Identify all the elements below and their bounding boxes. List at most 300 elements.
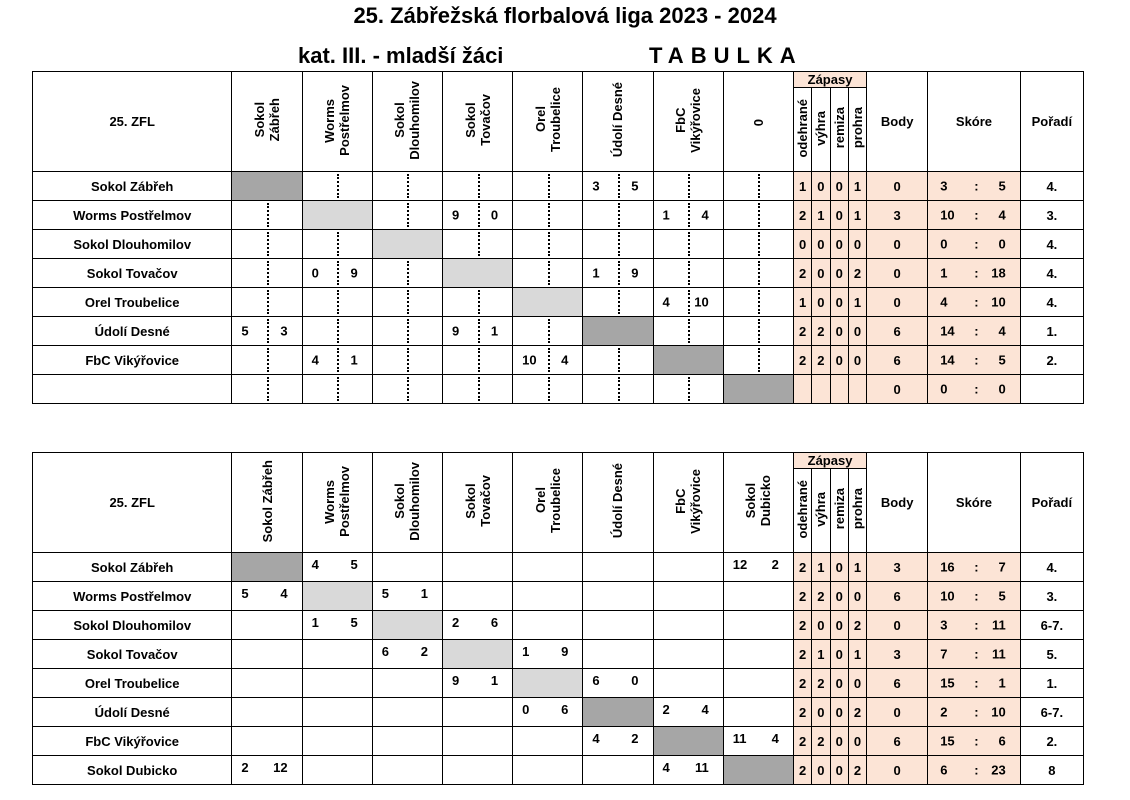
won-value: 2 [812, 582, 830, 611]
score-against: 5 [998, 352, 1006, 368]
score-separator [758, 290, 760, 314]
match-cell [302, 230, 372, 259]
draw-value: 0 [830, 640, 848, 669]
score-separator [478, 174, 480, 198]
rank-value: 6-7. [1020, 698, 1083, 727]
diagonal-cell [723, 756, 793, 785]
score-value [928, 698, 1021, 727]
away-goals: 2 [420, 644, 428, 659]
score-for: 6 [940, 762, 948, 778]
score-against: 1 [998, 675, 1006, 691]
played-header: odehrané [793, 88, 811, 172]
home-goals: 5 [381, 586, 390, 601]
away-goals: 3 [280, 323, 288, 339]
home-goals: 9 [451, 673, 460, 688]
match-cell [372, 317, 442, 346]
score-separator [758, 174, 760, 198]
home-goals: 3 [592, 178, 600, 194]
rank-value: 3. [1020, 201, 1083, 230]
away-goals: 0 [490, 207, 499, 223]
match-cell [513, 230, 583, 259]
score-colon: : [974, 207, 979, 223]
home-goals: 0 [522, 702, 530, 717]
played-value: 2 [793, 669, 811, 698]
match-cell [513, 727, 583, 756]
zapasy-header: Zápasy [793, 453, 866, 469]
draw-header: remiza [830, 469, 848, 553]
column-header-team: Orel Troubelice [513, 453, 583, 553]
rank-value: 2. [1020, 346, 1083, 375]
score-separator [407, 174, 409, 198]
category-subtitle: kat. III. - mladší žáci [298, 43, 504, 68]
won-value: 1 [812, 201, 830, 230]
diagonal-cell [513, 288, 583, 317]
played-value: 2 [793, 727, 811, 756]
score-separator [337, 174, 339, 198]
match-cell [653, 172, 723, 201]
match-cell [653, 756, 723, 785]
score-separator [267, 290, 269, 314]
rank-value: 4. [1020, 288, 1083, 317]
match-cell [302, 727, 372, 756]
away-goals: 11 [694, 760, 709, 775]
score-separator [688, 203, 690, 227]
score-for: 14 [940, 323, 955, 339]
score-against: 11 [992, 617, 1006, 633]
score-separator [267, 203, 269, 227]
away-goals: 5 [350, 615, 358, 630]
score-for: 4 [940, 294, 948, 310]
match-cell [513, 259, 583, 288]
score-separator [618, 290, 620, 314]
column-header-team: Worms Postřelmov [302, 72, 372, 172]
score-value [928, 288, 1021, 317]
team-name [33, 375, 232, 404]
lost-value: 0 [848, 317, 866, 346]
score-separator [478, 203, 480, 227]
score-against: 10 [991, 294, 1006, 310]
home-goals: 4 [311, 352, 319, 368]
score-colon: : [974, 617, 979, 633]
home-goals: 9 [451, 323, 460, 339]
score-separator [478, 232, 480, 256]
score-against: 6 [998, 733, 1006, 749]
score-header: Skóre [928, 72, 1021, 172]
match-cell [302, 669, 372, 698]
score-against: 18 [991, 265, 1006, 281]
match-cell [513, 582, 583, 611]
points-value: 6 [867, 727, 928, 756]
draw-header: remiza [830, 88, 848, 172]
table-row [33, 172, 1084, 201]
home-goals: 9 [451, 207, 460, 223]
diagonal-cell [372, 230, 442, 259]
points-value: 6 [867, 582, 928, 611]
rank-value: 4. [1020, 259, 1083, 288]
column-header-team: 0 [723, 72, 793, 172]
played-value: 2 [793, 553, 811, 582]
won-value: 0 [812, 172, 830, 201]
standings-table-2 [32, 452, 1084, 785]
match-cell [583, 727, 653, 756]
points-value: 0 [867, 259, 928, 288]
points-value: 0 [867, 375, 928, 404]
match-cell [513, 346, 583, 375]
match-cell [302, 375, 372, 404]
score-separator [758, 319, 760, 343]
away-goals: 4 [561, 352, 569, 368]
table-row [33, 553, 1084, 582]
score-against: 4 [998, 323, 1006, 339]
lost-header: prohra [848, 469, 866, 553]
match-cell [583, 582, 653, 611]
match-cell [653, 201, 723, 230]
played-value: 2 [793, 201, 811, 230]
column-header-team: FbC Vikýřovice [653, 453, 723, 553]
score-colon: : [974, 704, 979, 720]
match-cell [583, 259, 653, 288]
match-cell [723, 640, 793, 669]
match-cell [302, 288, 372, 317]
match-cell [442, 230, 512, 259]
match-cell [653, 375, 723, 404]
score-separator [548, 232, 550, 256]
lost-value [848, 375, 866, 404]
team-name: Sokol Tovačov [33, 640, 232, 669]
home-goals: 2 [662, 702, 670, 717]
table-row [33, 640, 1084, 669]
column-header-team: Sokol Dlouhomilov [372, 453, 442, 553]
score-colon: : [974, 733, 979, 749]
match-cell [442, 346, 512, 375]
score-separator [478, 290, 480, 314]
column-header-team: Sokol Tovačov [442, 453, 512, 553]
match-cell [723, 346, 793, 375]
score-separator [618, 261, 620, 285]
draw-value: 0 [830, 201, 848, 230]
score-for: 3 [940, 178, 948, 194]
home-goals: 1 [522, 644, 530, 659]
match-cell [372, 669, 442, 698]
match-cell [442, 172, 512, 201]
away-goals: 4 [701, 207, 709, 223]
match-cell [302, 172, 372, 201]
score-separator [267, 348, 269, 372]
score-separator [267, 377, 269, 401]
home-goals: 2 [451, 615, 460, 630]
table-row [33, 669, 1084, 698]
played-value: 2 [793, 640, 811, 669]
played-value: 1 [793, 172, 811, 201]
away-goals: 4 [280, 586, 288, 601]
match-cell [302, 259, 372, 288]
match-cell [583, 669, 653, 698]
match-cell [583, 172, 653, 201]
rank-value: 1. [1020, 669, 1083, 698]
score-for: 3 [940, 617, 948, 633]
home-goals: 12 [732, 557, 748, 572]
team-name: Údolí Desné [33, 317, 232, 346]
match-cell [653, 259, 723, 288]
table-row [33, 230, 1084, 259]
table-row [33, 201, 1084, 230]
played-value [793, 375, 811, 404]
away-goals: 6 [490, 615, 499, 630]
team-name: FbC Vikýřovice [33, 727, 232, 756]
away-goals: 2 [631, 731, 639, 746]
points-value: 0 [867, 611, 928, 640]
corner-label: 25. ZFL [33, 453, 232, 553]
score-separator [618, 203, 620, 227]
lost-value: 0 [848, 230, 866, 259]
match-cell [513, 756, 583, 785]
diagonal-cell [583, 317, 653, 346]
score-separator [407, 290, 409, 314]
diagonal-cell [372, 611, 442, 640]
match-cell [372, 346, 442, 375]
match-cell [653, 553, 723, 582]
score-separator [407, 348, 409, 372]
match-cell [653, 698, 723, 727]
team-name: Worms Postřelmov [33, 582, 232, 611]
match-cell [442, 669, 512, 698]
won-value: 1 [812, 553, 830, 582]
score-against: 11 [992, 646, 1006, 662]
score-separator [548, 319, 550, 343]
rank-value: 5. [1020, 640, 1083, 669]
home-goals: 4 [662, 760, 670, 775]
score-for: 2 [940, 704, 948, 720]
score-separator [337, 261, 339, 285]
match-cell [232, 669, 302, 698]
away-goals: 5 [350, 557, 358, 572]
won-header: výhra [812, 88, 830, 172]
score-value [928, 201, 1021, 230]
team-name: FbC Vikýřovice [33, 346, 232, 375]
away-goals: 6 [561, 702, 569, 717]
home-goals: 10 [522, 352, 537, 368]
match-cell [513, 201, 583, 230]
match-cell [723, 201, 793, 230]
match-cell [513, 640, 583, 669]
played-value: 2 [793, 698, 811, 727]
score-separator [688, 290, 690, 314]
won-value: 0 [812, 756, 830, 785]
lost-value: 2 [848, 756, 866, 785]
score-against: 10 [991, 704, 1006, 720]
home-goals: 0 [311, 265, 319, 281]
match-cell [442, 553, 512, 582]
away-goals: 9 [631, 265, 639, 281]
column-header-team: Sokol Zábřeh [232, 72, 302, 172]
score-separator [407, 203, 409, 227]
match-cell [372, 375, 442, 404]
home-goals: 5 [241, 323, 249, 339]
score-separator [758, 348, 760, 372]
match-cell [302, 756, 372, 785]
match-cell [232, 582, 302, 611]
score-value [928, 230, 1021, 259]
won-value [812, 375, 830, 404]
points-header: Body [867, 72, 928, 172]
score-separator [407, 377, 409, 401]
draw-value: 0 [830, 259, 848, 288]
draw-value [830, 375, 848, 404]
home-goals: 6 [381, 644, 390, 659]
away-goals: 1 [350, 352, 358, 368]
match-cell [442, 288, 512, 317]
match-cell [723, 172, 793, 201]
played-value: 2 [793, 611, 811, 640]
score-value [928, 553, 1021, 582]
match-cell [723, 230, 793, 259]
score-colon: : [974, 236, 979, 252]
score-separator [688, 319, 690, 343]
match-cell [653, 611, 723, 640]
score-for: 14 [940, 352, 955, 368]
match-cell [372, 201, 442, 230]
match-cell [442, 317, 512, 346]
match-cell [232, 346, 302, 375]
match-cell [442, 727, 512, 756]
score-colon: : [974, 559, 979, 575]
home-goals: 1 [311, 615, 319, 630]
score-for: 10 [940, 207, 955, 223]
home-goals: 6 [592, 673, 600, 688]
team-name: Worms Postřelmov [33, 201, 232, 230]
match-cell [723, 669, 793, 698]
score-for: 15 [940, 733, 955, 749]
away-goals: 0 [631, 673, 639, 688]
points-value: 6 [867, 317, 928, 346]
match-cell [302, 698, 372, 727]
score-separator [337, 290, 339, 314]
match-cell [232, 698, 302, 727]
draw-value: 0 [830, 346, 848, 375]
score-value [928, 640, 1021, 669]
won-value: 2 [812, 346, 830, 375]
played-value: 2 [793, 346, 811, 375]
match-cell [372, 756, 442, 785]
score-colon: : [974, 294, 979, 310]
match-cell [232, 230, 302, 259]
match-cell [302, 346, 372, 375]
column-header-team: Sokol Dubicko [723, 453, 793, 553]
score-separator [548, 203, 550, 227]
score-separator [758, 232, 760, 256]
score-value [928, 756, 1021, 785]
score-value [928, 317, 1021, 346]
score-separator [618, 232, 620, 256]
home-goals: 4 [311, 557, 319, 572]
rank-header: Pořadí [1020, 72, 1083, 172]
match-cell [653, 582, 723, 611]
match-cell [372, 288, 442, 317]
points-value: 3 [867, 640, 928, 669]
away-goals: 4 [701, 702, 709, 717]
rank-value: 4. [1020, 553, 1083, 582]
played-header: odehrané [793, 469, 811, 553]
won-value: 0 [812, 230, 830, 259]
match-cell [653, 640, 723, 669]
table-row [33, 288, 1084, 317]
table-row [33, 346, 1084, 375]
won-value: 2 [812, 669, 830, 698]
score-separator [478, 377, 480, 401]
draw-value: 0 [830, 611, 848, 640]
home-goals: 1 [662, 207, 670, 223]
lost-value: 1 [848, 553, 866, 582]
played-value: 2 [793, 582, 811, 611]
score-value [928, 669, 1021, 698]
match-cell [302, 611, 372, 640]
match-cell [372, 698, 442, 727]
score-for: 15 [940, 675, 955, 691]
match-cell [723, 698, 793, 727]
match-cell [723, 553, 793, 582]
score-separator [618, 348, 620, 372]
played-value: 0 [793, 230, 811, 259]
diagonal-cell [653, 346, 723, 375]
diagonal-cell [232, 553, 302, 582]
score-colon: : [974, 675, 979, 691]
match-cell [232, 727, 302, 756]
score-separator [337, 377, 339, 401]
draw-value: 0 [830, 669, 848, 698]
score-separator [548, 261, 550, 285]
match-cell [232, 640, 302, 669]
table-row [33, 611, 1084, 640]
score-separator [267, 319, 269, 343]
rank-value: 2. [1020, 727, 1083, 756]
home-goals: 4 [592, 731, 600, 746]
match-cell [723, 259, 793, 288]
score-colon: : [974, 352, 979, 368]
score-value [928, 375, 1021, 404]
points-value: 0 [867, 172, 928, 201]
table-row [33, 375, 1084, 404]
match-cell [653, 317, 723, 346]
lost-value: 0 [848, 727, 866, 756]
diagonal-cell [723, 375, 793, 404]
column-header-team: Worms Postřelmov [302, 453, 372, 553]
score-header: Skóre [928, 453, 1021, 553]
lost-value: 1 [848, 172, 866, 201]
score-separator [548, 377, 550, 401]
score-against: 5 [998, 178, 1006, 194]
match-cell [723, 582, 793, 611]
away-goals: 4 [771, 731, 779, 746]
home-goals: 2 [241, 760, 249, 775]
match-cell [583, 756, 653, 785]
match-cell [513, 611, 583, 640]
draw-value: 0 [830, 756, 848, 785]
points-value: 6 [867, 669, 928, 698]
lost-value: 0 [848, 582, 866, 611]
home-goals: 11 [732, 731, 747, 746]
won-value: 0 [812, 288, 830, 317]
lost-value: 1 [848, 201, 866, 230]
rank-value: 4. [1020, 230, 1083, 259]
home-goals: 1 [592, 265, 600, 281]
match-cell [583, 230, 653, 259]
home-goals: 5 [241, 586, 249, 601]
score-separator [548, 174, 550, 198]
won-value: 0 [812, 259, 830, 288]
points-header: Body [867, 453, 928, 553]
score-against: 0 [998, 236, 1006, 252]
lost-header: prohra [848, 88, 866, 172]
